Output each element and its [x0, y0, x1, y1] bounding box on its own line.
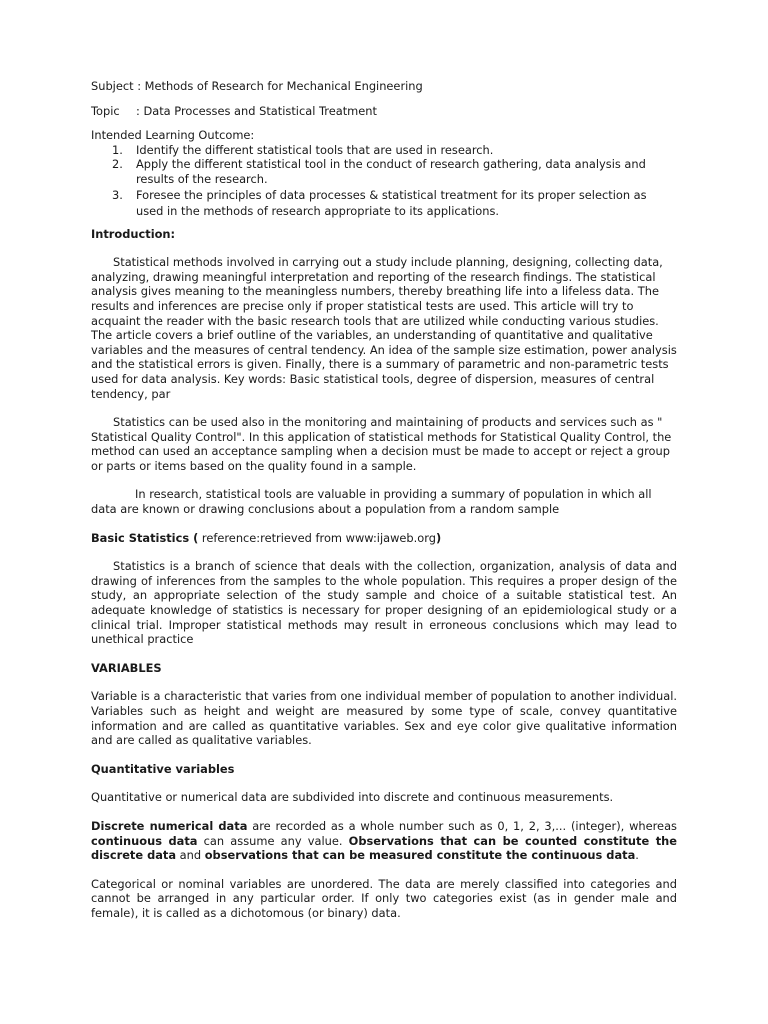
basic-statistics-paragraph: Statistics is a branch of science that deals with the collection, organization, analysis of data and drawing of inferences from the samples to the whole population. This requires a proper design of the study, an appropriate selection of the study sample and choice of a suitable statistical test. An adequate knowledge of statistics is necessary for proper designing of an epidemiological study or a clinical trial. Improper statistical methods may result in erroneous conclusions which may lead to unethical practice: [91, 559, 677, 647]
introduction-paragraph: Statistics can be used also in the monitoring and maintaining of products and services such as " Statistical Quality Control". In this application of statistical methods for Statistical Quality Control, the method can used an acceptance sampling when a decision must be made to accept or reject a group or parts or items based on the quality found in a sample.: [91, 415, 672, 473]
discrete-data-text: are recorded as a whole number such as 0, 1, 2, 3,... (integer), whereas: [247, 818, 677, 833]
ilo-heading: Intended Learning Outcome:: [91, 128, 255, 143]
subject-line: Subject : Methods of Research for Mechanical Engineering: [91, 79, 423, 93]
counted-observations-statement: Observations that can be counted constitute the discrete data: [91, 833, 677, 863]
document-page: [91, 79, 677, 935]
categorical-paragraph: Categorical or nominal variables are unordered. The data are merely classified into categories and cannot be arranged in any particular order. If only two categories exist (as in gender male and female), it is called as a dichotomous (or binary) data.: [91, 876, 677, 920]
period-text: .: [635, 848, 639, 863]
ilo-item-number: 3.: [112, 187, 123, 202]
introduction-heading: Introduction:: [91, 226, 176, 241]
continuous-data-text: can assume any value.: [197, 833, 349, 848]
introduction-paragraph: In research, statistical tools are valuable in providing a summary of population in which all data are known or drawing conclusions about a population from a random sample: [91, 487, 652, 517]
ilo-item-number: 1.: [112, 142, 123, 157]
connector-text: and: [176, 848, 205, 863]
ilo-item-text: Foresee the principles of data processes & statistical treatment for its proper selection as used in the methods of research appropriate to its applications.: [136, 187, 647, 218]
ilo-item: [91, 143, 677, 158]
ilo-list: [91, 143, 677, 219]
basic-statistics-reference: reference:retrieved from www:ijaweb.org: [198, 530, 436, 545]
variables-heading: VARIABLES: [91, 660, 162, 675]
continuous-data-term: continuous data: [91, 833, 198, 848]
topic-value: : Data Processes and Statistical Treatment: [136, 103, 377, 118]
introduction-paragraph: Statistical methods involved in carrying out a study include planning, designing, collecting data, analyzing, drawing meaningful interpretation and reporting of the research findings. The statistical analysis gives meaning to the meaningless numbers, thereby breathing life into a lifeless data. The results and inferences are precise only if proper statistical tests are used. This article will try to acquaint the reader with the basic research tools that are utilized while conducting various studies. The article covers a brief outline of the variables, an understanding of quantitative and qualitative variables and the measures of central tendency. An idea of the sample size estimation, power analysis and the statistical errors is given. Finally, there is a summary of parametric and non-parametric tests used for data analysis. Key words: Basic statistical tools, degree of dispersion, measures of central tendency, par: [91, 255, 677, 401]
basic-statistics-heading-title: Basic Statistics (: [91, 530, 199, 545]
variables-paragraph: Variable is a characteristic that varies from one individual member of population to another individual. Variables such as height and weight are measured by some type of scale, convey quantitative information and are called as quantitative variables. Sex and eye color give qualitative information and are called as qualitative variables.: [91, 689, 677, 748]
topic-line: [91, 104, 677, 119]
discrete-data-term: Discrete numerical data: [91, 818, 248, 833]
ilo-item-text: Apply the different statistical tool in the conduct of research gathering, data analysis and results of the research.: [136, 157, 646, 186]
quantitative-paragraph: Quantitative or numerical data are subdivided into discrete and continuous measurements.: [91, 790, 614, 805]
discrete-data-paragraph: [91, 819, 677, 863]
measured-observations-statement: observations that can be measured constitute the continuous data: [204, 848, 636, 863]
quantitative-heading: Quantitative variables: [91, 761, 235, 776]
basic-statistics-heading-close: ): [435, 530, 442, 545]
basic-statistics-heading: [91, 531, 677, 546]
ilo-item-number: 2.: [112, 157, 123, 172]
topic-label: Topic: [91, 103, 120, 118]
ilo-item: [91, 187, 677, 219]
ilo-item-text: Identify the different statistical tools that are used in research.: [136, 142, 494, 157]
ilo-item: [91, 157, 677, 186]
